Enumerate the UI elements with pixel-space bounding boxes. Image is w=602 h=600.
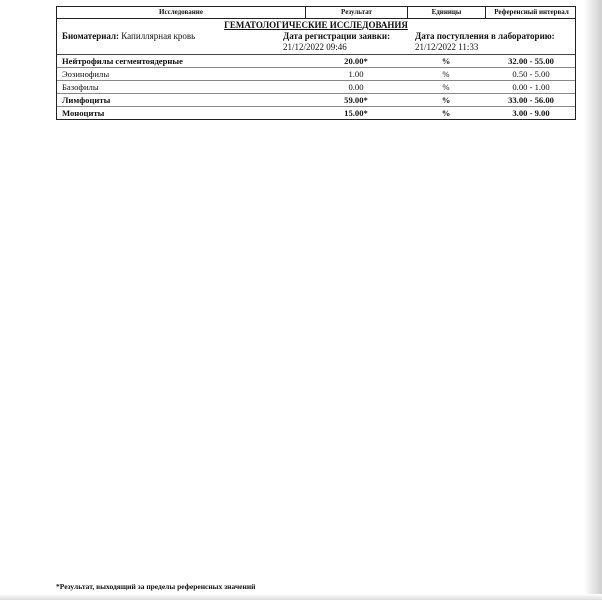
test-name: Нейтрофилы сегментоядерные — [62, 56, 183, 66]
test-units: % — [441, 108, 451, 118]
test-result: 15.00* — [344, 108, 368, 118]
section-title: ГЕМАТОЛОГИЧЕСКИЕ ИССЛЕДОВАНИЯ — [224, 20, 408, 30]
biomaterial-value: Капиллярная кровь — [121, 31, 196, 41]
table-row — [57, 54, 575, 67]
received-label: Дата поступления в лабораторию: — [415, 31, 555, 41]
received-value: 21/12/2022 11:33 — [415, 42, 479, 52]
table-body — [56, 19, 576, 120]
table-row — [57, 93, 575, 106]
header-units: Единицы — [407, 7, 485, 18]
biomaterial-label: Биоматериал: — [62, 31, 120, 41]
header-reference: Референсный интервал — [485, 7, 577, 18]
header-result: Результат — [305, 7, 407, 18]
test-name: Базофилы — [62, 82, 99, 92]
table-row — [57, 67, 575, 80]
test-result: 20.00* — [344, 56, 368, 66]
registration-value: 21/12/2022 09:46 — [283, 42, 347, 52]
test-units: % — [441, 95, 451, 105]
biomaterial — [57, 31, 283, 53]
page-edge-shadow — [584, 0, 602, 600]
test-result: 59.00* — [344, 95, 368, 105]
test-result: 0.00 — [348, 82, 364, 92]
footnote: *Результат, выходящий за пределы референсных значений — [56, 582, 256, 591]
test-reference: 32.00 - 55.00 — [508, 56, 554, 66]
registration-date — [283, 31, 415, 53]
test-name: Моноциты — [62, 108, 105, 118]
test-reference: 0.00 - 1.00 — [512, 82, 550, 92]
test-reference: 3.00 - 9.00 — [512, 108, 550, 118]
page-bottom-shadow — [0, 594, 602, 600]
test-result: 1.00 — [348, 69, 364, 79]
test-reference: 0.50 - 5.00 — [512, 69, 550, 79]
test-units: % — [442, 69, 450, 79]
test-name: Эозинофилы — [62, 69, 110, 79]
header-test: Исследование — [159, 8, 203, 16]
test-units: % — [441, 56, 451, 66]
table-row — [57, 80, 575, 93]
received-date — [415, 31, 577, 53]
registration-label: Дата регистрации заявки: — [283, 31, 391, 41]
table-header — [56, 6, 576, 19]
test-name: Лимфоциты — [62, 95, 111, 105]
sample-meta — [57, 31, 575, 54]
test-reference: 33.00 - 56.00 — [508, 95, 554, 105]
table-row — [57, 106, 575, 119]
lab-report — [56, 6, 576, 120]
test-units: % — [442, 82, 450, 92]
